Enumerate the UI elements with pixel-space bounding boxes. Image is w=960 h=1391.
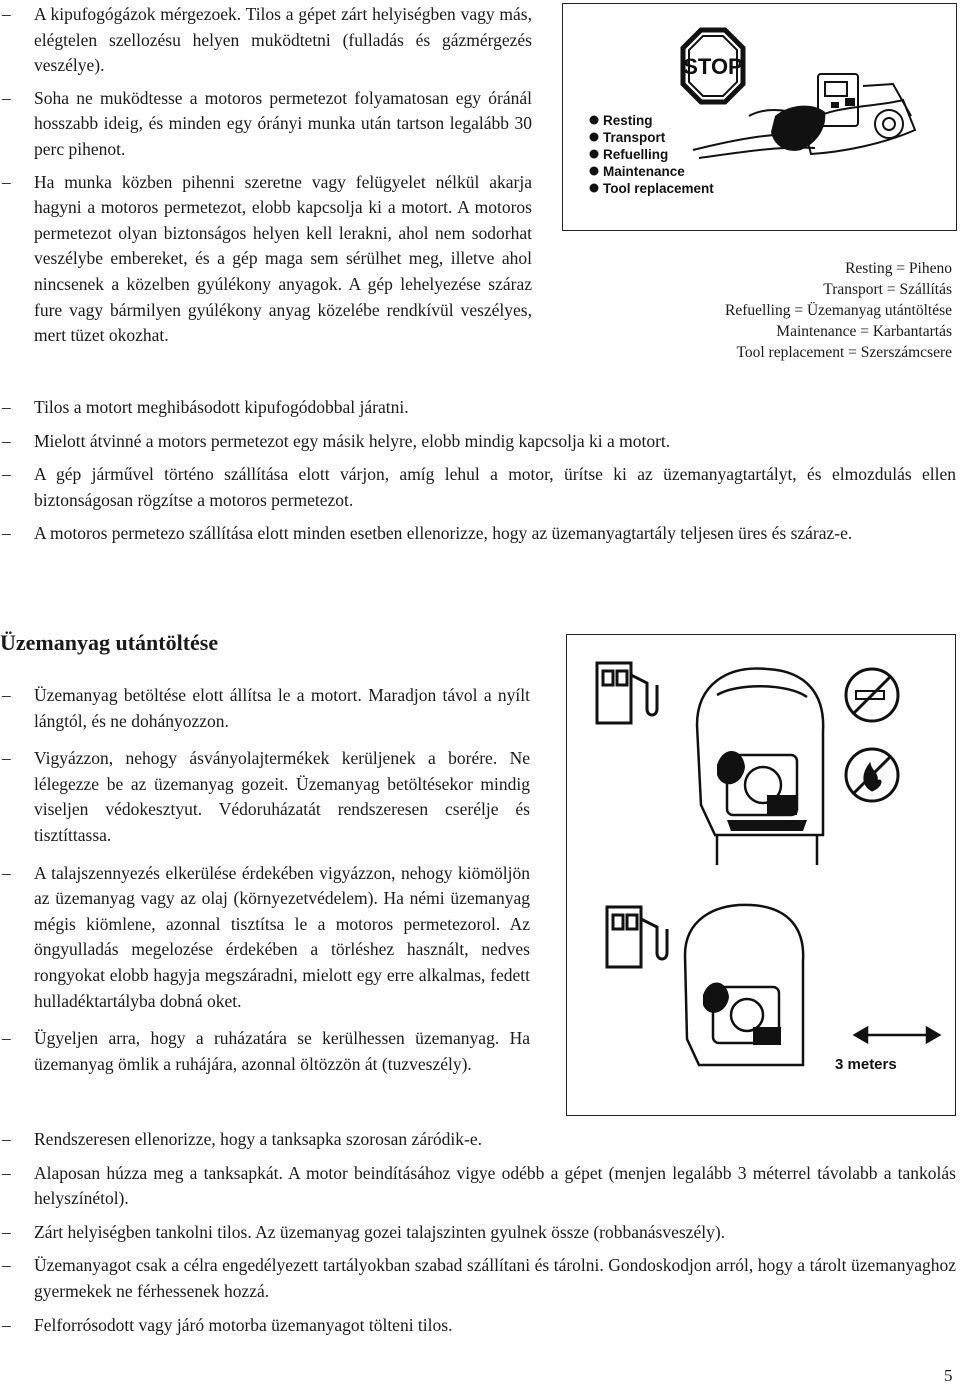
refuel-illustration xyxy=(567,635,955,1115)
gloved-hand-icon xyxy=(771,98,855,151)
caption-line: Resting = Piheno xyxy=(845,260,952,277)
caption-line: Maintenance = Karbantartás xyxy=(776,323,952,340)
no-open-flame-icon xyxy=(846,749,898,801)
list-item: – A kipufogógázok mérgezoek. Tilos a gépet zárt helyiségben vagy más, elégtelen szellozésu helyen muködtetni (fulladás és gázmérgezés veszélye). xyxy=(0,2,532,79)
caption-line: Tool replacement = Szerszámcsere xyxy=(736,344,952,361)
list-item: – Felforrósodott vagy járó motorba üzemanyagot tölteni tilos. xyxy=(0,1313,956,1339)
list-item: – A gép járművel történo szállítása elott várjon, amíg lehul a motor, ürítse ki az üzemanyagtartályt, és elmozdulás ellen biztonságosan rögzítse a motoros permetezot. xyxy=(0,462,956,513)
fuel-bullet-list xyxy=(0,683,530,1077)
middle-bullet-list xyxy=(0,395,956,547)
top-bullet-list xyxy=(0,2,532,349)
distance-label: 3 meters xyxy=(835,1056,897,1073)
sprayer-sketch-icon xyxy=(697,668,823,865)
list-item: – Alaposan húzza meg a tanksapkát. A motor beindításához vigye odébb a gépet (menjen legalább 3 méterrel távolabb a tankolás helyszínétol). xyxy=(0,1161,956,1212)
stop-sign-text: STOP xyxy=(683,54,743,79)
fuel-column xyxy=(0,683,530,1077)
no-smoking-icon xyxy=(846,669,898,721)
list-item: – Üzemanyagot csak a célra engedélyezett tartályokban szabad szállítani és tárolni. Gondoskodjon arról, hogy a tárolt üzemanyaghoz gyermekek ne férhessenek hozzá. xyxy=(0,1253,956,1304)
list-item: – A talajszennyezés elkerülése érdekében vigyázzon, nehogy kiömöljön az üzemanyag vagy az olaj (környezetvédelem). Ha némi üzemanyag mégis kiömlene, azonnal tisztítsa le a motoros permetezorol. Az öngyulladás megelozése érdekében a törléshez használt, nedves rongyokat elobb hagyja megszáradni, mielott egy erre alkalmas, fedett hulladéktartályba dobná oket. xyxy=(0,861,530,1015)
stop-item-resting: Resting xyxy=(603,113,653,128)
page-number: 5 xyxy=(944,1366,953,1385)
stop-figure xyxy=(562,3,957,231)
list-item: – Soha ne muködtesse a motoros permetezot folyamatosan egy óránál hosszabb ideig, és minden egy órányi munka után tartson legalább 30 perc pihenot. xyxy=(0,86,532,163)
engine-detail-icon xyxy=(717,751,807,831)
stop-item-list xyxy=(590,113,715,196)
fuel-pump-icon xyxy=(597,663,657,723)
fuel-pump-icon-bottom xyxy=(607,907,667,967)
list-item: – Vigyázzon, nehogy ásványolajtermékek kerüljenek a borére. Ne lélegezze be az üzemanyag gozeit. Üzemanyag betöltésekor mindig viseljen védokesztyut. Védoruházatát rendszeresen cserélje és tisztíttassa. xyxy=(0,746,530,848)
stop-item-tool-replacement: Tool replacement xyxy=(603,181,714,196)
middle-column xyxy=(0,395,956,547)
bottom-bullet-list xyxy=(0,1127,956,1338)
distance-arrow-icon xyxy=(855,1028,939,1042)
engine-detail-icon-bottom xyxy=(703,982,781,1045)
list-item: – Mielott átvinné a motors permetezot egy másik helyre, elobb mindig kapcsolja ki a motort. xyxy=(0,429,956,455)
stop-item-transport: Transport xyxy=(603,130,666,145)
stop-illustration xyxy=(563,4,956,230)
list-item: – Zárt helyiségben tankolni tilos. Az üzemanyag gozei talajszinten gyulnek össze (robbanásveszély). xyxy=(0,1220,956,1246)
caption-line: Refuelling = Üzemanyag utántöltése xyxy=(725,302,952,319)
section-title: Üzemanyag utántöltése xyxy=(0,630,219,655)
top-left-column xyxy=(0,2,532,349)
stop-item-refuelling: Refuelling xyxy=(603,147,669,162)
caption-line: Transport = Szállítás xyxy=(823,281,952,298)
list-item: – Üzemanyag betöltése elott állítsa le a motort. Maradjon távol a nyílt lángtól, és ne dohányozzon. xyxy=(0,683,530,734)
list-item: – Ügyeljen arra, hogy a ruházatára se kerülhessen üzemanyag. Ha üzemanyag ömlik a ruhájára, azonnal öltözzön át (tuzveszély). xyxy=(0,1026,530,1077)
refuel-figure xyxy=(566,634,956,1116)
sprayer-sketch-icon-bottom xyxy=(685,905,803,1065)
list-item: – A motoros permetezo szállítása elott minden esetben ellenorizze, hogy az üzemanyagtartály teljesen üres és száraz-e. xyxy=(0,521,956,547)
bottom-column xyxy=(0,1127,956,1338)
list-item: – Tilos a motort meghibásodott kipufogódobbal járatni. xyxy=(0,395,956,421)
stop-item-maintenance: Maintenance xyxy=(603,164,685,179)
stop-figure-caption xyxy=(600,258,952,363)
list-item: – Ha munka közben pihenni szeretne vagy felügyelet nélkül akarja hagyni a motoros permetezot, elobb kapcsolja ki a motort. A motoros permetezot olyan biztonságos helyen kell lerakni, ahol nem sodorhat veszélybe embereket, és a gép maga sem sérülhet meg, illetve ahol nincsenek a közelben gyúlékony anyagok. A gép lehelyezése száraz fure vagy bármilyen gyúlékony anyag közelébe rendkívül veszélyes, mert tüzet okozhat. xyxy=(0,170,532,349)
list-item: – Rendszeresen ellenorizze, hogy a tanksapka szorosan záródik-e. xyxy=(0,1127,956,1153)
